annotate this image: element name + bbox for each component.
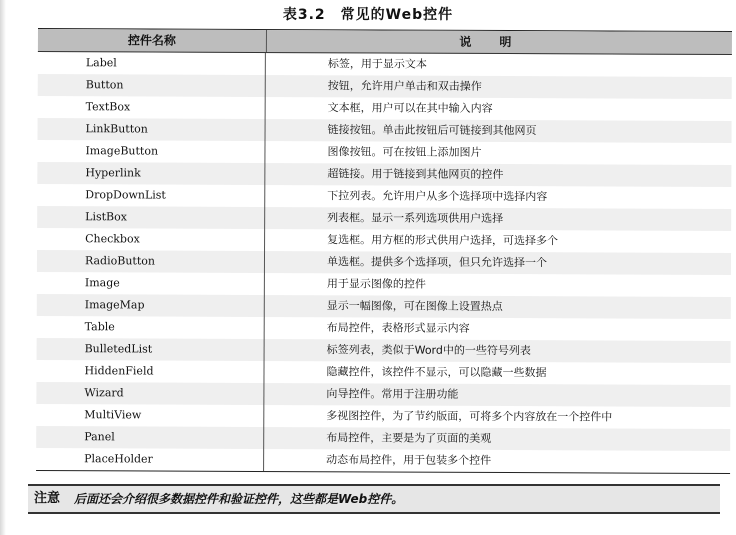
control-name-cell: ListBox xyxy=(37,206,265,229)
control-name-cell: LinkButton xyxy=(38,118,266,141)
control-name-cell: Table xyxy=(37,316,265,339)
controls-table xyxy=(36,28,732,474)
table-row xyxy=(37,228,731,253)
control-name-cell: Wizard xyxy=(36,382,264,405)
control-description-cell: 按钮，允许用户单击和双击操作 xyxy=(327,79,482,93)
table-row xyxy=(38,96,732,121)
control-description-cell: 向导控件。常用于注册功能 xyxy=(326,387,459,401)
table-row xyxy=(37,250,731,275)
control-description-cell: 多视图控件，为了节约版面，可将多个内容放在一个控件中 xyxy=(326,409,613,424)
control-description-cell: 超链接。用于链接到其他网页的控件 xyxy=(327,167,504,182)
control-name-cell: Image xyxy=(37,272,265,295)
control-description-cell: 显示一幅图像，可在图像上设置热点 xyxy=(326,299,503,314)
control-name-cell: Button xyxy=(38,74,266,97)
table-row xyxy=(37,294,731,319)
note-label: 注意 xyxy=(34,491,61,506)
control-name-cell: MultiView xyxy=(36,404,264,427)
table-row xyxy=(36,382,730,407)
control-description-cell: 用于显示图像的控件 xyxy=(326,277,426,291)
header-control-name: 控件名称 xyxy=(38,29,267,52)
control-name-cell: Panel xyxy=(36,426,264,449)
table-header-row xyxy=(38,29,732,55)
control-description-cell: 布局控件，主要是为了页面的美观 xyxy=(326,431,492,445)
table-row xyxy=(36,426,730,451)
control-name-cell: HiddenField xyxy=(36,360,264,383)
control-description-cell: 布局控件，表格形式显示内容 xyxy=(326,321,470,335)
table-caption: 表3.2 常见的Web控件 xyxy=(282,7,454,23)
table-row xyxy=(37,316,731,341)
control-description-cell: 列表框。显示一系列选项供用户选择 xyxy=(327,211,504,226)
table-row xyxy=(37,338,731,363)
control-name-cell: TextBox xyxy=(38,96,266,119)
table-row xyxy=(36,360,730,385)
control-name-cell: Checkbox xyxy=(37,228,265,251)
table-row xyxy=(37,272,731,297)
table-row xyxy=(36,448,730,474)
table-row xyxy=(37,140,731,165)
control-description-cell: 单选框。提供多个选择项，但只允许选择一个 xyxy=(326,255,548,270)
control-name-cell: Hyperlink xyxy=(37,162,265,185)
control-name-cell: BulletedList xyxy=(37,338,265,361)
table-row xyxy=(37,184,731,209)
control-name-cell: Label xyxy=(38,52,266,75)
control-description-cell: 下拉列表。允许用户从多个选择项中选择内容 xyxy=(327,189,548,204)
control-description-cell: 复选框。用方框的形式供用户选择，可选择多个 xyxy=(327,233,559,248)
control-description-cell: 图像按钮。可在按钮上添加图片 xyxy=(327,145,482,159)
table-body xyxy=(36,52,732,474)
page-edge-shadow xyxy=(0,0,6,535)
header-description: 说明 xyxy=(459,34,540,50)
table-row xyxy=(38,74,732,99)
control-name-cell: DropDownList xyxy=(37,184,265,207)
control-description-cell: 隐藏控件，该控件不显示，可以隐藏一些数据 xyxy=(326,365,547,380)
control-description-cell: 标签列表，类似于Word中的一些符号列表 xyxy=(326,343,531,358)
control-description-cell: 文本框，用户可以在其中输入内容 xyxy=(327,101,493,115)
control-name-cell: ImageMap xyxy=(37,294,265,317)
control-name-cell: RadioButton xyxy=(37,250,265,273)
control-description-cell: 链接按钮。单击此按钮后可链接到其他网页 xyxy=(327,123,537,138)
note-box xyxy=(28,484,720,514)
control-name-cell: ImageButton xyxy=(37,140,265,163)
note-text: 后面还会介绍很多数据控件和验证控件，这些都是Web控件。 xyxy=(74,492,404,506)
table-row xyxy=(38,52,732,77)
control-name-cell: PlaceHolder xyxy=(36,448,264,471)
control-description-cell: 标签，用于显示文本 xyxy=(327,57,427,71)
table-row xyxy=(37,206,731,231)
table-row xyxy=(36,404,730,429)
table-row xyxy=(38,118,732,143)
table-row xyxy=(37,162,731,187)
control-description-cell: 动态布局控件，用于包装多个控件 xyxy=(326,453,492,467)
